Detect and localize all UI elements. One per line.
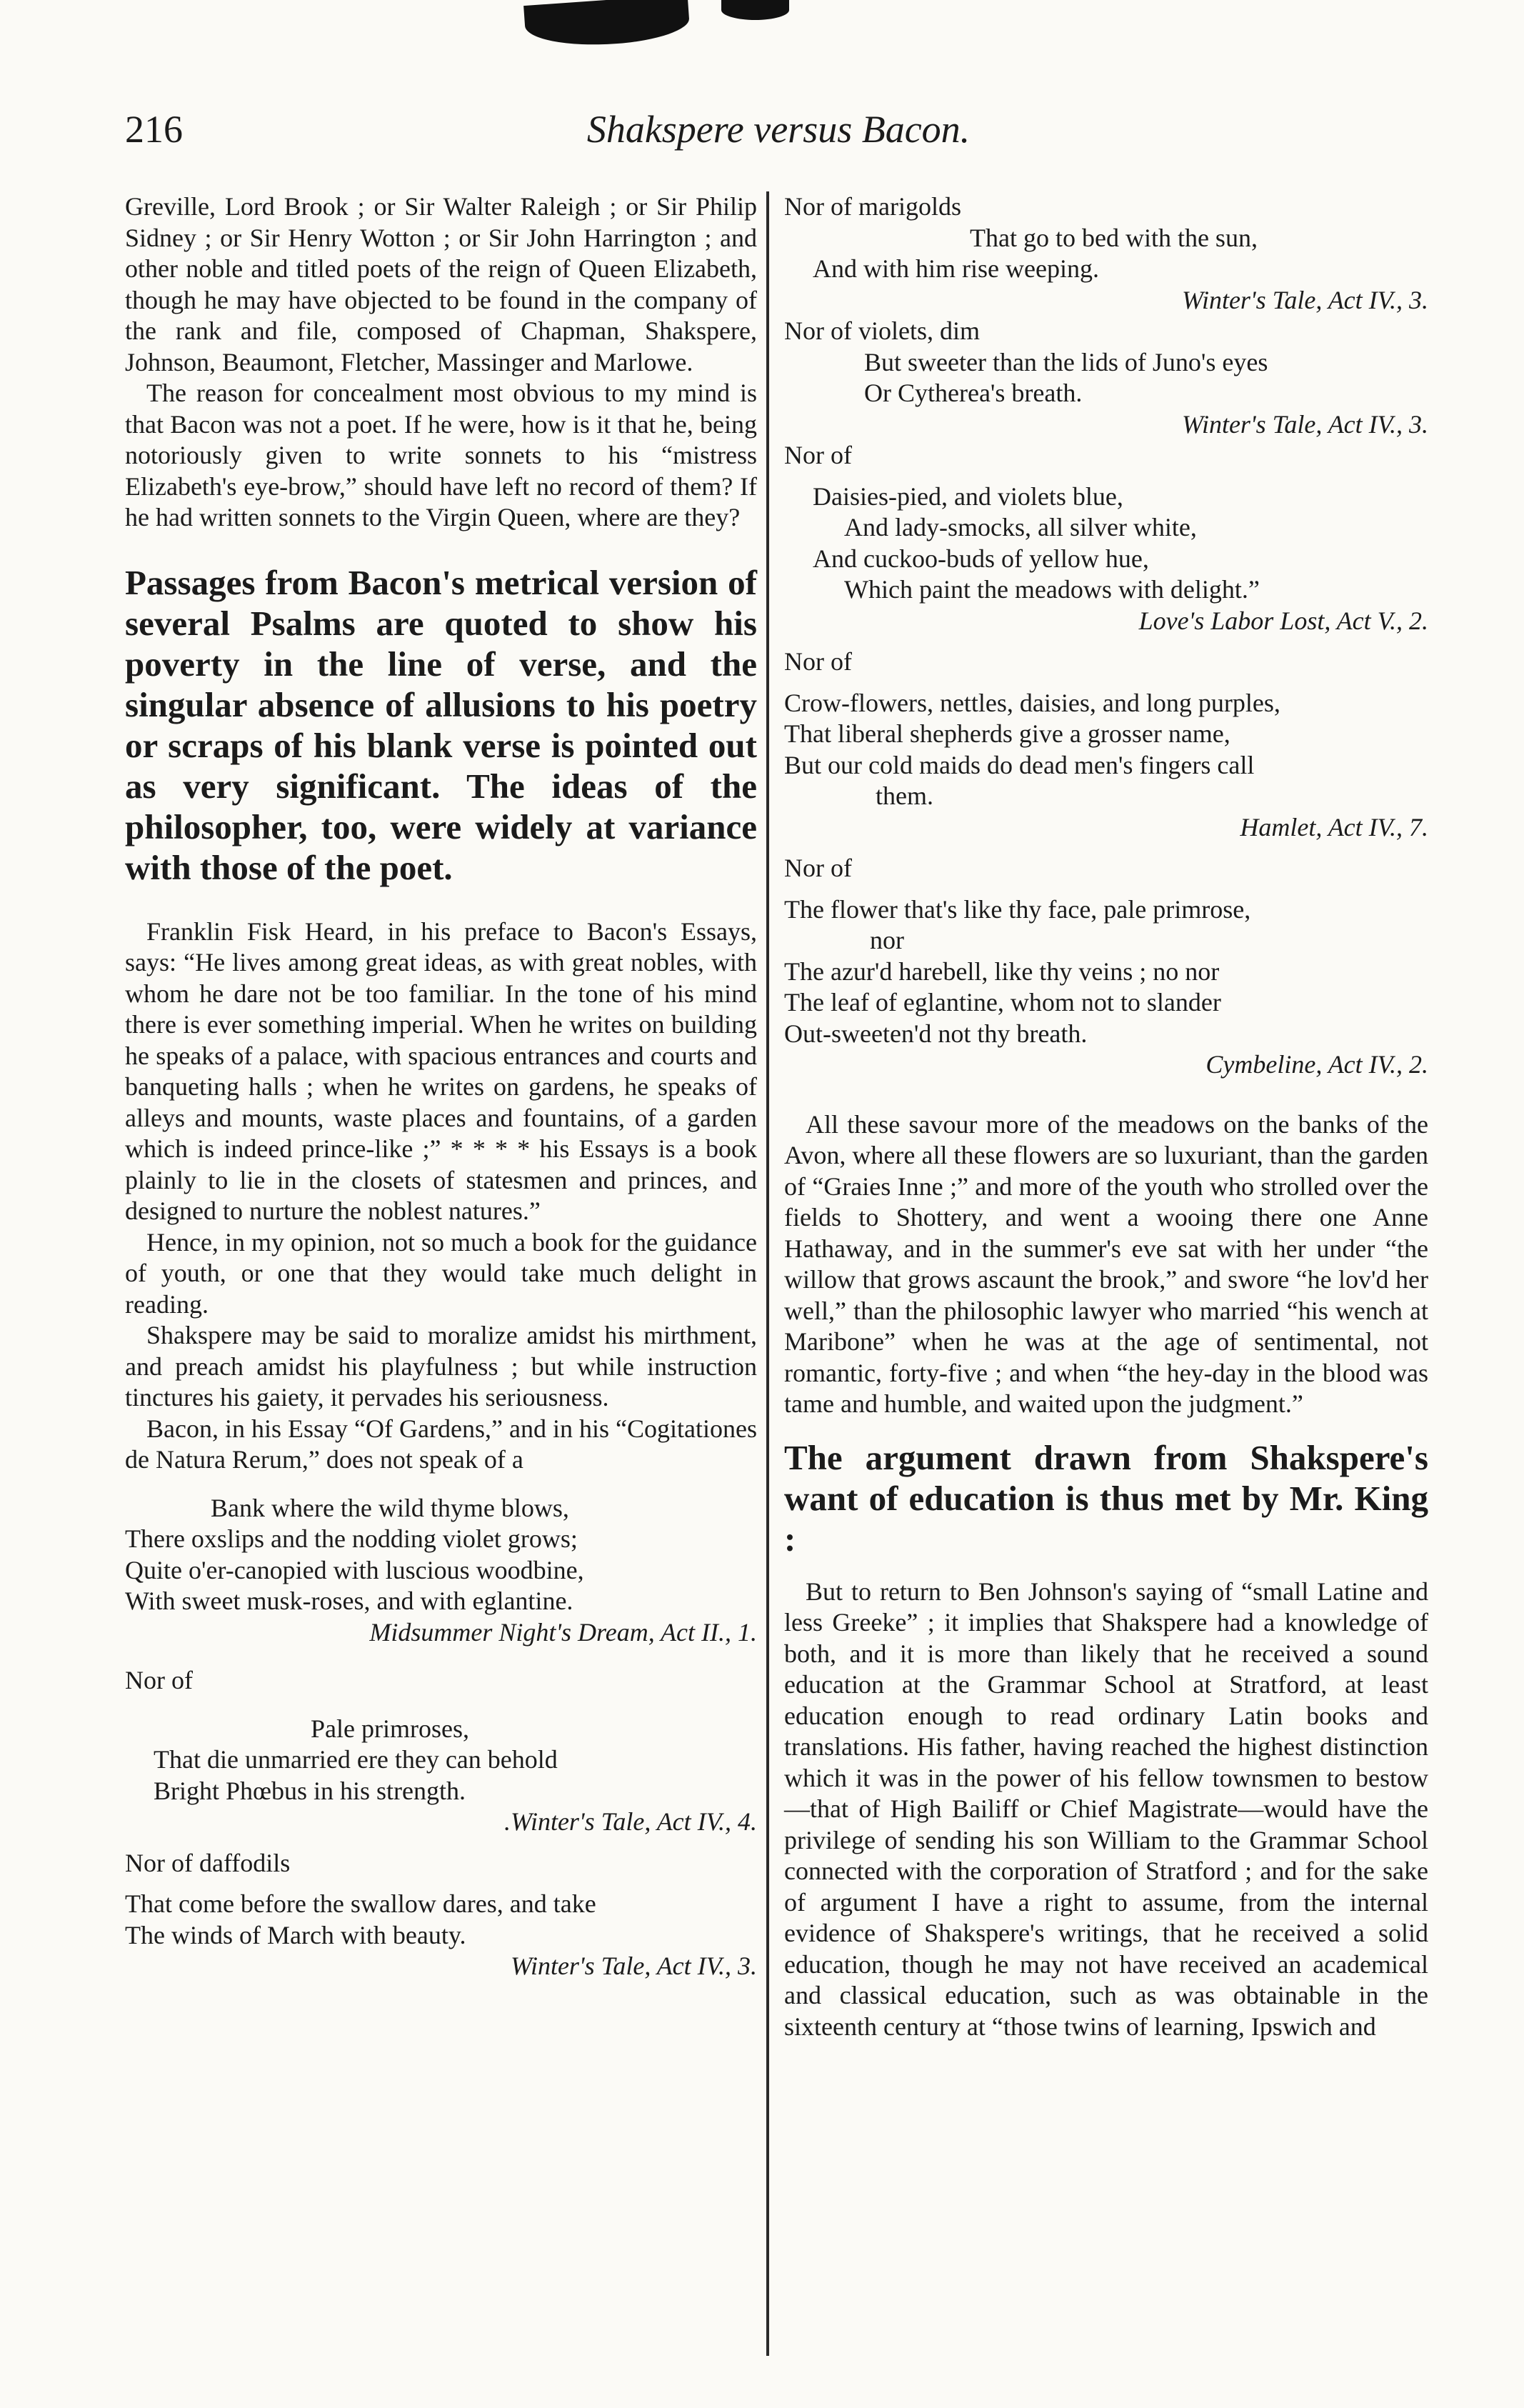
verse-quote — [784, 223, 1428, 285]
verse-line: Bank where the wild thyme blows, — [211, 1493, 569, 1522]
paragraph: Hence, in my opinion, not so much a book for the guidance of youth, or one that they would take much delight in reading. — [125, 1227, 757, 1319]
verse-line: The leaf of eglantine, whom not to slander — [784, 988, 1221, 1016]
verse-line: The azur'd harebell, like thy veins ; no nor — [784, 956, 1220, 986]
verse-intro: Nor of marigolds — [784, 192, 961, 221]
paragraph: Shakspere may be said to moralize amidst his mirthment, and preach amidst his playfulness ; but while instruction tinctures his gaiety, it pervades his seriousness. — [125, 1321, 757, 1412]
column-divider — [766, 191, 769, 2356]
verse-line: nor — [870, 926, 904, 954]
verse-line: And cuckoo-buds of yellow hue, — [813, 544, 1149, 573]
verse-line: That liberal shepherds give a grosser name, — [784, 719, 1230, 748]
verse-quote — [784, 688, 1428, 812]
verse-line: But sweeter than the lids of Juno's eyes — [864, 347, 1268, 376]
verse-line: Out-sweeten'd not thy breath. — [784, 1019, 1088, 1048]
verse-intro: Nor of daffodils — [125, 1848, 291, 1877]
verse-line: That die unmarried ere they can behold — [154, 1745, 558, 1774]
section-heading: The argument drawn from Shakspere's want of education is thus met by Mr. King : — [784, 1437, 1428, 1559]
verse-quote — [125, 1493, 757, 1617]
verse-line: Bright Phœbus in his strength. — [154, 1776, 466, 1805]
verse-line: Daisies-pied, and violets blue, — [813, 481, 1123, 511]
verse-line: The winds of March with beauty. — [125, 1920, 466, 1949]
paragraph: Bacon, in his Essay “Of Gardens,” and in his “Cogitationes de Natura Rerum,” does not speak of a — [125, 1414, 757, 1474]
verse-intro: Nor of — [784, 441, 852, 469]
verse-intro: Nor of — [125, 1666, 193, 1694]
paragraph: All these savour more of the meadows on the banks of the Avon, where all these flowers are so luxuriant, than the garden of “Graies Inne ;” and more of the youth who strolled over the fields to Shottery, and went a wooing there one Anne Hathaway, and in the summer's eve sat with her under “the willow that grows ascaunt the brook,” and swore “he lov'd her well,” than the philosophic lawyer who married “his wench at Maribone” when he was at the age of sentimental, not romantic, forty-five ; and when “the hey-day in the blood was tame and humble, and waited upon the judgment.” — [784, 1109, 1428, 1418]
ink-blot — [721, 0, 789, 20]
verse-intro: Nor of — [784, 854, 852, 882]
citation: Midsummer Night's Dream, Act II., 1. — [369, 1617, 757, 1647]
citation: Winter's Tale, Act IV., 3. — [1181, 285, 1428, 314]
verse-line: But our cold maids do dead men's fingers call — [784, 750, 1255, 779]
verse-line: The flower that's like thy face, pale primrose, — [784, 894, 1251, 924]
verse-quote — [784, 481, 1428, 606]
left-column — [125, 191, 757, 1982]
verse-line: And with him rise weeping. — [813, 254, 1099, 283]
verse-quote — [125, 1714, 757, 1807]
paragraph: But to return to Ben Johnson's saying of “small Latine and less Greeke” ; it implies that Shakspere had a knowledge of both, and it is more than likely that he received a sound education at the Grammar School at Stratford, at least education enough to read ordinary Latin books and translations. His father, having reached the highest distinction which it was in the power of his fellow townsmen to bestow—that of High Bailiff or Chief Magistrate—would have the privilege of sending his son William to the Grammar School connected with the corporation of Stratford ; and for the sake of argument I have a right to assume, from the internal evidence of Shakspere's writings, that he received a solid education, though he may not have received an academical and classical education, such as was obtainable in the sixteenth century at “those twins of learning, Ipswich and — [784, 1577, 1428, 2041]
paragraph: Greville, Lord Brook ; or Sir Walter Raleigh ; or Sir Philip Sidney ; or Sir Henry Wotton ; or Sir John Harrington ; and other noble and titled poets of the reign of Queen Elizabeth, though he may have objected to be found in the company of the rank and file, composed of Chapman, Shakspere, Johnson, Beaumont, Fletcher, Massinger and Marlowe. — [125, 192, 757, 376]
citation: Cymbeline, Act IV., 2. — [1205, 1050, 1428, 1079]
verse-line: Which paint the meadows with delight.” — [844, 575, 1260, 604]
ink-blot — [523, 0, 691, 50]
verse-intro: Nor of — [784, 647, 852, 676]
page-header — [125, 107, 1432, 171]
verse-line: Pale primroses, — [311, 1714, 469, 1743]
verse-line: With sweet musk-roses, and with eglantine. — [125, 1587, 573, 1615]
citation: .Winter's Tale, Act IV., 4. — [503, 1807, 757, 1836]
verse-line: That go to bed with the sun, — [970, 223, 1258, 252]
paragraph: The reason for concealment most obvious to my mind is that Bacon was not a poet. If he were, how is it that he, being notoriously given to write sonnets to his “mistress Elizabeth's eye-brow,” should have left no record of them? If he had written sonnets to the Virgin Queen, where are they? — [125, 379, 757, 531]
verse-line: Quite o'er-canopied with luscious woodbine, — [125, 1555, 584, 1584]
page-number: 216 — [125, 108, 183, 151]
citation: Winter's Tale, Act IV., 3. — [1181, 409, 1428, 439]
verse-line: There oxslips and the nodding violet grows; — [125, 1524, 578, 1553]
section-heading: Passages from Bacon's metrical version of several Psalms are quoted to show his poverty in the line of verse, and the singular absence of allusions to his poetry or scraps of his blank verse is pointed out as very significant. The ideas of the philosopher, too, were widely at variance with those of the poet. — [125, 562, 757, 887]
verse-quote — [784, 347, 1428, 409]
verse-quote — [784, 894, 1428, 1050]
citation: Love's Labor Lost, Act V., 2. — [1138, 606, 1428, 635]
verse-intro: Nor of violets, dim — [784, 316, 980, 345]
verse-line: And lady-smocks, all silver white, — [844, 513, 1197, 541]
verse-line: them. — [876, 781, 933, 810]
right-column — [784, 191, 1428, 2042]
verse-line: Crow-flowers, nettles, daisies, and long purples, — [784, 688, 1280, 717]
paragraph: Franklin Fisk Heard, in his preface to Bacon's Essays, says: “He lives among great ideas, as with great nobles, with whom he dare not be too familiar. In the tone of his mind there is ever something imperial. When he writes on building he speaks of a palace, with spacious entrances and courts and banqueting halls ; when he writes on gardens, he speaks of alleys and mounts, waste places and fountains, of a garden which is indeed prince-like ;” * * * * his Essays is a book plainly to lie in the closets of statesmen and princes, and designed to nurture the noblest natures.” — [125, 916, 757, 1225]
citation: Hamlet, Act IV., 7. — [1240, 812, 1428, 841]
verse-quote — [125, 1889, 757, 1951]
verse-line: That come before the swallow dares, and take — [125, 1889, 596, 1918]
running-title: Shakspere versus Bacon. — [586, 108, 971, 151]
citation: Winter's Tale, Act IV., 3. — [510, 1952, 757, 1980]
verse-line: Or Cytherea's breath. — [864, 379, 1083, 407]
